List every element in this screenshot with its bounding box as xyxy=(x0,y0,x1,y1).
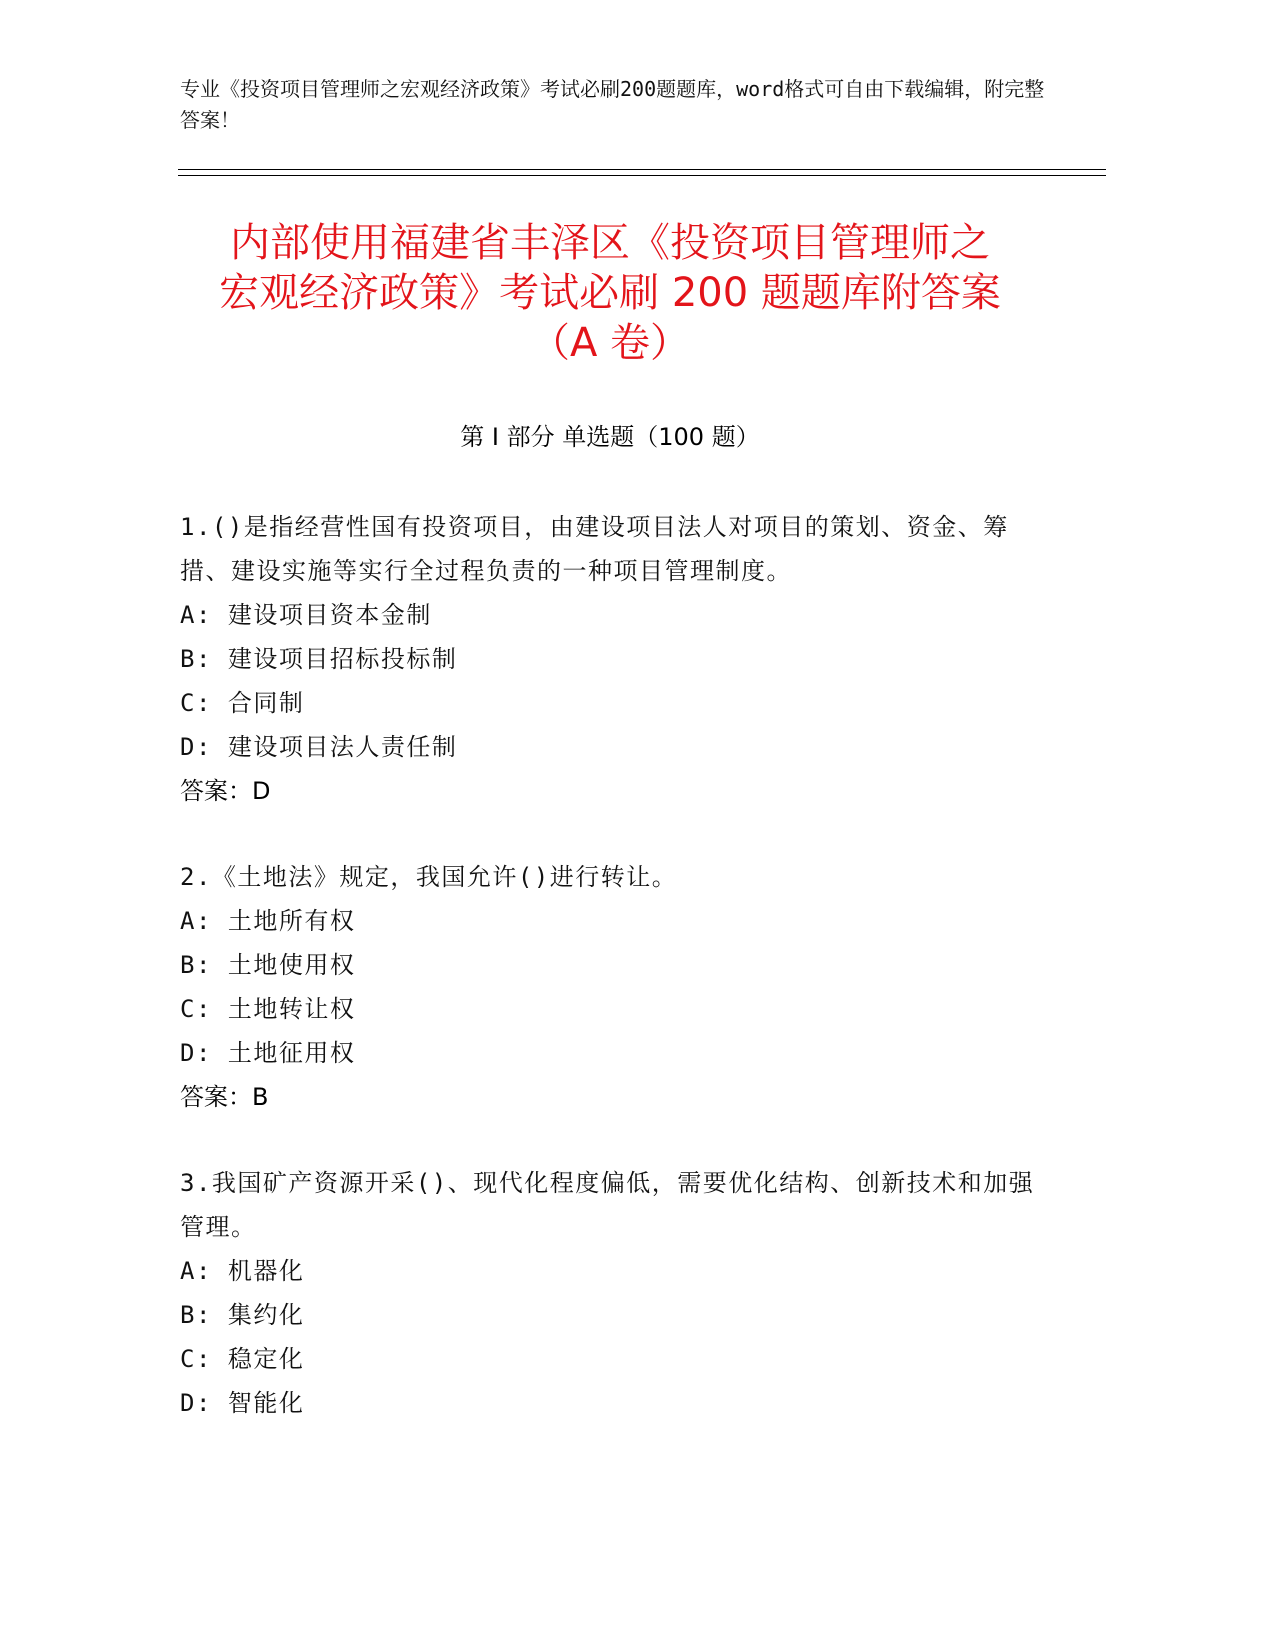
header-note: 专业《投资项目管理师之宏观经济政策》考试必刷200题题库，word格式可自由下载编辑，附完整答案！ xyxy=(180,77,1045,132)
title-line-3: （A 卷） xyxy=(529,320,691,366)
document-title xyxy=(180,218,1040,368)
option-c: C: 合同制 xyxy=(180,689,305,717)
question-1 xyxy=(180,505,1040,813)
option-d: D: 智能化 xyxy=(180,1389,305,1417)
question-2 xyxy=(180,855,1040,1119)
answer: 答案：D xyxy=(180,777,271,805)
header-rule-top xyxy=(178,169,1106,170)
option-b: B: 集约化 xyxy=(180,1301,305,1329)
question-stem: 1.()是指经营性国有投资项目，由建设项目法人对项目的策划、资金、筹措、建设实施等实行全过程负责的一种项目管理制度。 xyxy=(180,513,1009,585)
option-a: A: 机器化 xyxy=(180,1257,305,1285)
option-b: B: 土地使用权 xyxy=(180,951,356,979)
option-c: C: 稳定化 xyxy=(180,1345,305,1373)
section-heading: 第 I 部分 单选题（100 题） xyxy=(460,423,760,451)
question-stem: 2.《土地法》规定，我国允许()进行转让。 xyxy=(180,863,678,891)
option-d: D: 土地征用权 xyxy=(180,1039,356,1067)
title-line-1: 内部使用福建省丰泽区《投资项目管理师之 xyxy=(230,220,990,266)
header-rule-bottom xyxy=(178,175,1106,176)
option-b: B: 建设项目招标投标制 xyxy=(180,645,458,673)
option-a: A: 建设项目资本金制 xyxy=(180,601,432,629)
title-line-2: 宏观经济政策》考试必刷 200 题题库附答案 xyxy=(219,270,1001,316)
option-d: D: 建设项目法人责任制 xyxy=(180,733,458,761)
question-3 xyxy=(180,1161,1040,1425)
question-list xyxy=(180,505,1040,1467)
answer: 答案：B xyxy=(180,1083,269,1111)
question-stem: 3.我国矿产资源开采()、现代化程度偏低，需要优化结构、创新技术和加强管理。 xyxy=(180,1169,1035,1241)
option-c: C: 土地转让权 xyxy=(180,995,356,1023)
option-a: A: 土地所有权 xyxy=(180,907,356,935)
